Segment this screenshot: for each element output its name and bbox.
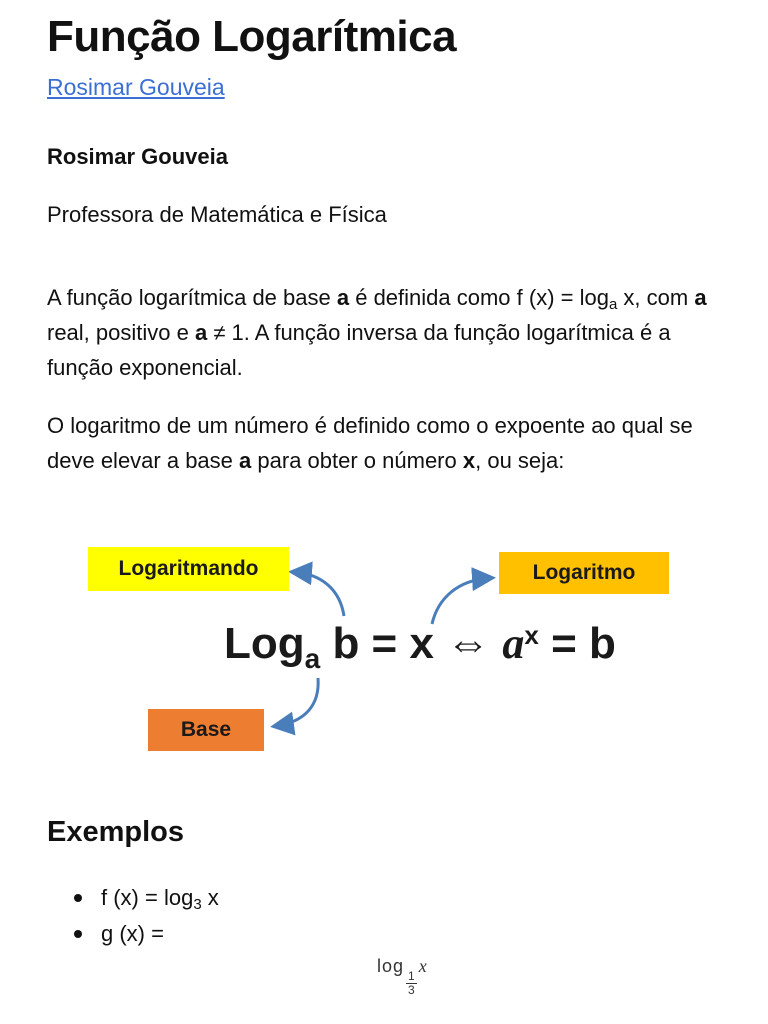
bold-x: x (462, 448, 476, 473)
definition-paragraph (47, 280, 727, 385)
math-expression (377, 956, 427, 997)
author-name: Rosimar Gouveia (47, 144, 228, 169)
fraction-denominator: 3 (408, 983, 415, 997)
examples-list (47, 880, 219, 952)
author-role: Professora de Matemática e Física (47, 202, 387, 227)
text: g (x) = (101, 921, 164, 946)
logaritmo-label: Logaritmo (499, 552, 669, 594)
subscript: a (304, 643, 321, 674)
text: b = x (320, 619, 447, 668)
text: ≠ 1. A função inversa da função logarítmica é a função exponencial. (47, 320, 671, 380)
log-text: log (377, 956, 405, 976)
text: A função logarítmica de base (47, 285, 337, 310)
list-item (47, 880, 219, 916)
logarithm-formula (224, 618, 616, 674)
text: real, positivo e (47, 320, 195, 345)
bold-base: a (694, 285, 707, 310)
logarithm-diagram (82, 512, 722, 782)
text: Log (224, 619, 305, 668)
exponent: x (524, 620, 539, 650)
fraction (406, 970, 417, 997)
author-link[interactable]: Rosimar Gouveia (47, 74, 225, 100)
subscript: 3 (193, 896, 202, 913)
text: x, com (617, 285, 695, 310)
examples-heading: Exemplos (47, 816, 184, 848)
arrow-to-logaritmando (294, 572, 344, 616)
text: , ou seja: (475, 448, 565, 473)
text: é definida como f (x) = log (349, 285, 609, 310)
text: f (x) = log (101, 885, 194, 910)
bold-base: a (194, 320, 208, 345)
variable: x (418, 956, 427, 976)
base-label: Base (148, 709, 264, 751)
bold-base: a (239, 448, 252, 473)
iff-symbol: ⇔ (446, 619, 491, 668)
text: = b (538, 619, 616, 668)
list-item (47, 916, 219, 952)
fraction-numerator: 1 (408, 969, 415, 983)
base-letter: a (502, 619, 525, 668)
logaritmando-label: Logaritmando (88, 547, 289, 591)
text: para obter o número (251, 448, 463, 473)
arrow-to-base (276, 678, 318, 726)
text: x (201, 885, 219, 910)
logarithm-paragraph (47, 408, 727, 478)
subscript: a (608, 296, 618, 313)
page-title: Função Logarítmica (47, 12, 457, 61)
text: O logaritmo de um número é definido como o expoente ao qual se deve elevar a base (47, 413, 693, 473)
bold-base: a (336, 285, 350, 310)
